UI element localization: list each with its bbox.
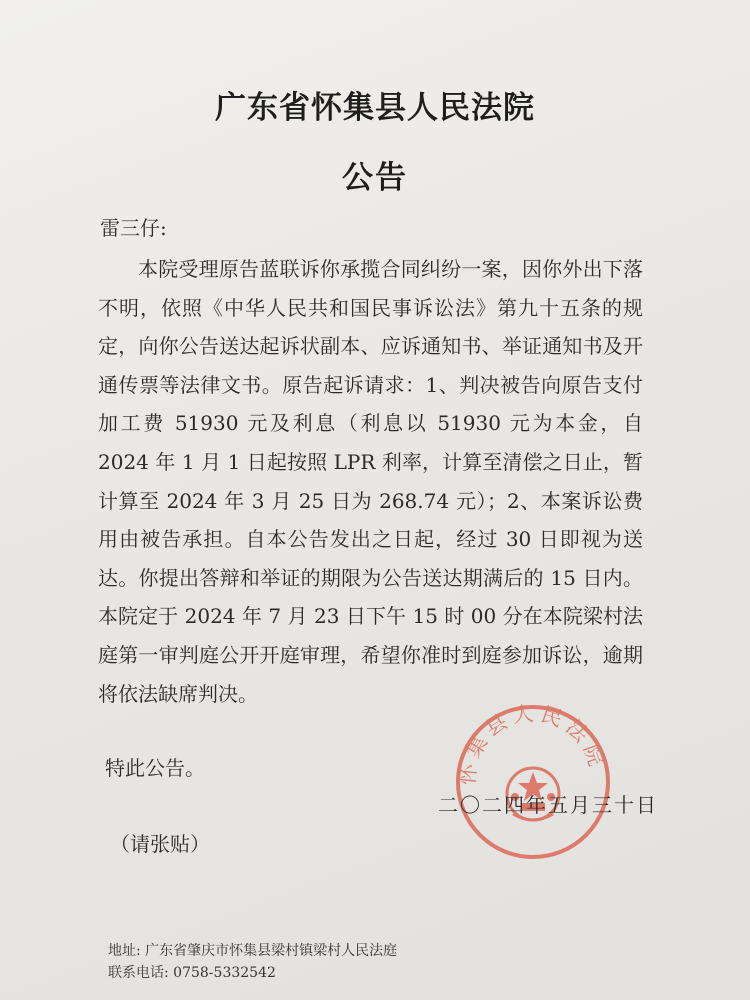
phone-row xyxy=(108,962,397,984)
addressee: 雷三仔: xyxy=(100,216,167,240)
court-name-title: 广东省怀集县人民法院 xyxy=(215,90,535,126)
posting-note: （请张贴） xyxy=(110,832,210,856)
court-seal-stamp xyxy=(453,702,613,862)
footer-contact xyxy=(108,940,397,984)
address-label: 地址: xyxy=(108,943,141,959)
address-row xyxy=(108,940,397,962)
issue-date: 二〇二四年五月三十日 xyxy=(438,793,658,817)
svg-text:怀集县人民法院: 怀集县人民法院 xyxy=(455,702,610,787)
closing-phrase: 特此公告。 xyxy=(105,756,205,780)
address-value: 广东省肇庆市怀集县梁村镇梁村人民法庭 xyxy=(145,943,398,959)
notice-heading: 公告 xyxy=(342,160,408,196)
phone-value: 0758-5332542 xyxy=(173,965,276,981)
phone-label: 联系电话: xyxy=(108,965,169,981)
notice-body: 本院受理原告蓝联诉你承揽合同纠纷一案，因你外出下落不明，依照《中华人民共和国民事诉讼法》第九十五条的规定，向你公告送达起诉状副本、应诉通知书、举证通知书及开通传票等法律文书。原告起诉请求：1、判决被告向原告支付加工费 51930 元及利息（利息以 51930 元为本金，自 2024 年 1 月 1 日起按照 LPR 利率，计算至清偿之日止，暂计算至 2024 年 3 月 25 日为 268.74 元）；2、本案诉讼费用由被告承担。自本公告发出之日起，经过 30 日即视为送达。你提出答辩和举证的期限为公告送达期满后的 15 日内。本院定于 2024 年 7 月 23 日下午 15 时 00 分在本院梁村法庭第一审判庭公开开庭审理，希望你准时到庭参加诉讼，逾期将依法缺席判决。 xyxy=(98,257,643,706)
